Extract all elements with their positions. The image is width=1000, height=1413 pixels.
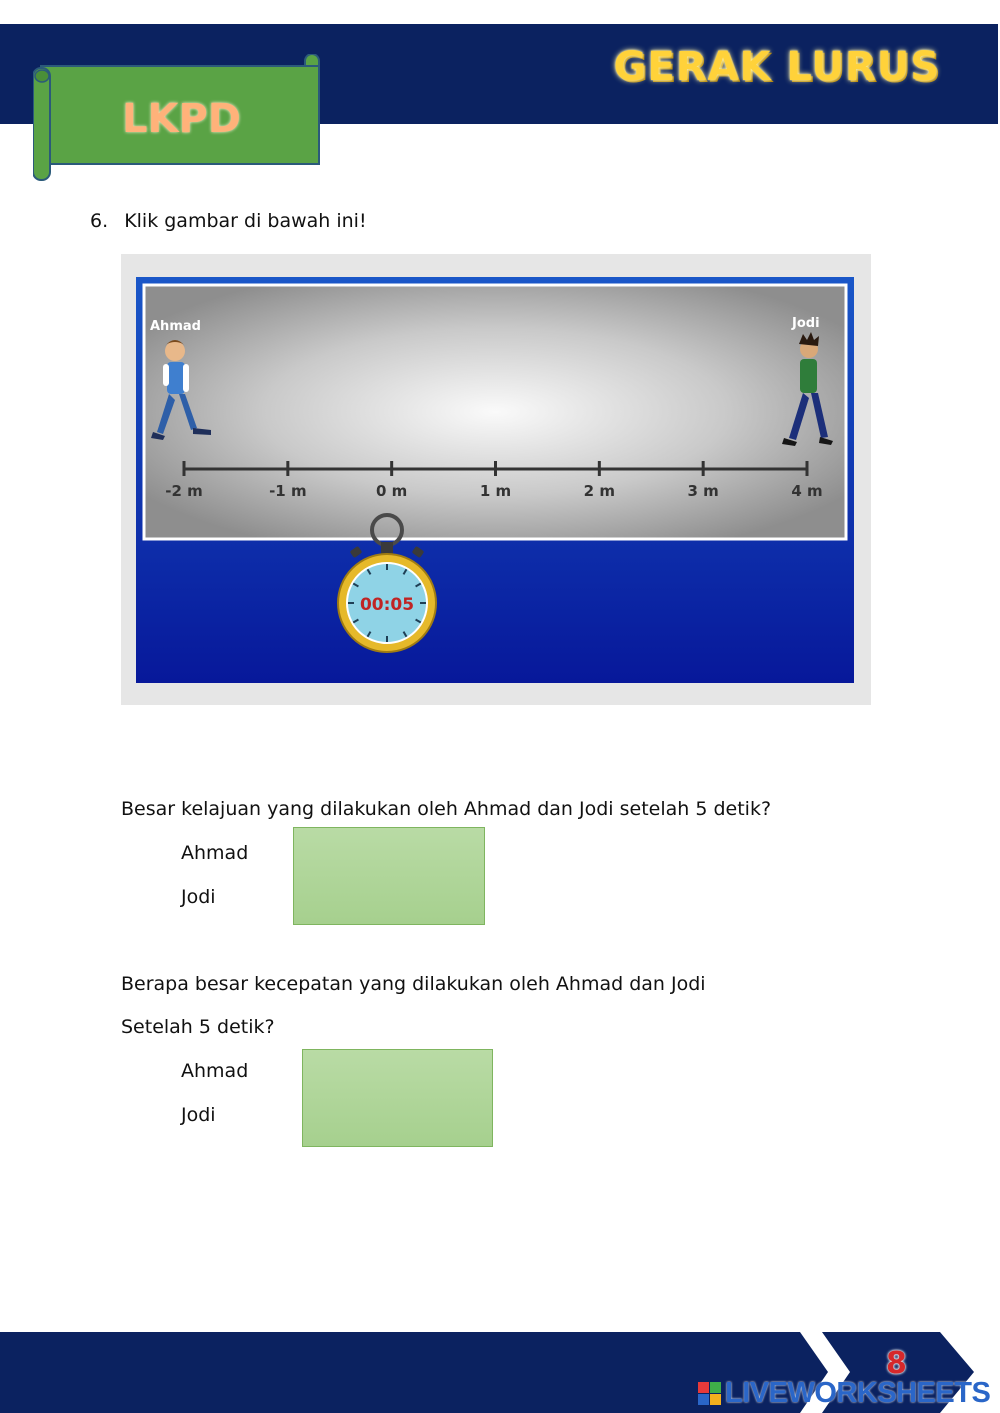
q2-label-jodi: Jodi	[181, 1104, 216, 1126]
liveworksheets-logo-icon	[698, 1382, 721, 1405]
question-2-line-2: Setelah 5 detik?	[121, 1016, 275, 1038]
instruction	[90, 210, 367, 232]
ahmad-name: Ahmad	[150, 319, 201, 334]
q2-answer-box[interactable]	[302, 1049, 493, 1147]
page-title: GERAK LURUS	[613, 44, 940, 90]
q2-label-ahmad: Ahmad	[181, 1060, 249, 1082]
scale-label: 0 m	[376, 482, 408, 500]
scale-label: 3 m	[687, 482, 719, 500]
question-1: Besar kelajuan yang dilakukan oleh Ahmad dan Jodi setelah 5 detik?	[121, 798, 772, 820]
lkpd-label: LKPD	[122, 96, 242, 142]
scale-label: 2 m	[583, 482, 615, 500]
question-2-line-1: Berapa besar kecepatan yang dilakukan oleh Ahmad dan Jodi	[121, 973, 706, 995]
liveworksheets-watermark	[698, 1378, 990, 1408]
instruction-text: Klik gambar di bawah ini!	[124, 210, 367, 232]
stopwatch-time: 00:05	[359, 595, 415, 615]
scale-label: -1 m	[269, 482, 307, 500]
page-number: 8	[886, 1346, 907, 1381]
watermark-text: LIVEWORKSHEETS	[725, 1376, 991, 1409]
scale-label: 4 m	[791, 482, 823, 500]
scale-label: 1 m	[479, 482, 512, 500]
jodi-name: Jodi	[792, 316, 820, 331]
scale-label: -2 m	[165, 482, 203, 500]
instruction-number: 6.	[90, 210, 109, 232]
q1-label-ahmad: Ahmad	[181, 842, 249, 864]
q1-answer-box[interactable]	[293, 827, 485, 925]
simulation-image[interactable]	[121, 254, 871, 705]
q1-label-jodi: Jodi	[181, 886, 216, 908]
